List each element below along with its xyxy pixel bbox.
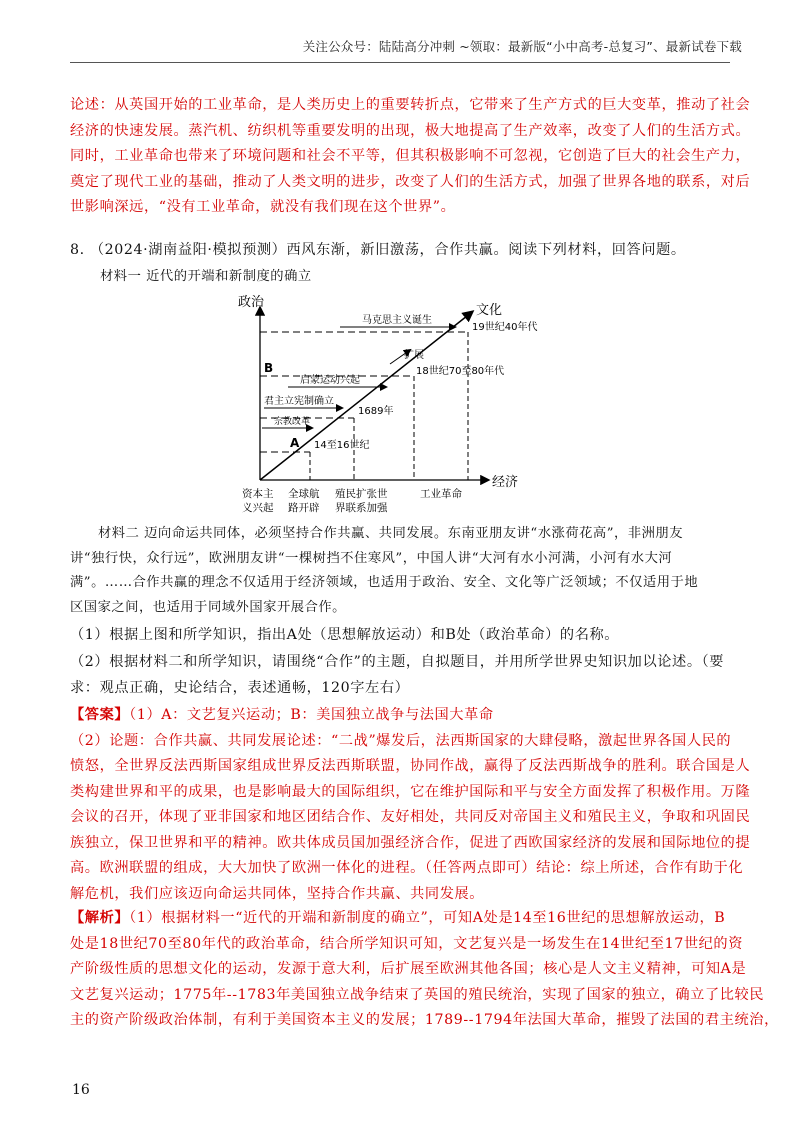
answer-line: 高。欧洲联盟的组成，大大加快了欧洲一体化的进程。（任答两点即可）结论：综上所述，合作有助于化 bbox=[70, 860, 744, 876]
analysis-line: 文艺复兴运动；1775年--1783年美国独立战争结束了英国的殖民统治，实现了国家的独立，确立了比较民 bbox=[70, 986, 765, 1003]
material2-line: 满”。……合作共赢的理念不仅适用于经济领域，也适用于政治、安全、文化等广泛领域；不仅适用于地 bbox=[70, 575, 699, 590]
step-constitutional-monarchy: 君主立宪制确立 bbox=[264, 396, 334, 407]
question-1: （1）根据上图和所学知识，指出A处（思想解放运动）和B处（政治革命）的名称。 bbox=[70, 627, 620, 643]
summary-line: 论述：从英国开始的工业革命，是人类历史上的重要转折点，它带来了生产方式的巨大变革，推动了社会 bbox=[70, 97, 751, 113]
x-item-colonial-2: 界联系加强 bbox=[335, 502, 388, 514]
x-item-routes-2: 路开辟 bbox=[288, 502, 320, 514]
page-number: 16 bbox=[72, 1082, 90, 1098]
step-marxism: 马克思主义诞生 bbox=[362, 315, 432, 326]
question-2-line: （2）根据材料二和所学知识，请围绕“合作”的主题，自拟题目，并用所学世界史知识加以论述。（要 bbox=[70, 654, 725, 670]
x-item-colonial: 殖民扩张世 bbox=[335, 488, 388, 500]
x-item-industrial: 工业革命 bbox=[420, 488, 462, 500]
answer-line: 类构建世界和平的成果，也是影响最大的国际组织，它在维护国际和平与安全方面发挥了积极作用。万隆 bbox=[70, 783, 751, 800]
question-2 bbox=[70, 650, 730, 701]
label-a: A bbox=[290, 436, 300, 450]
answer-line: 会议的召开，体现了亚非国家和地区团结合作、友好相处，共同反对帝国主义和殖民主义，争取和巩固民 bbox=[70, 809, 751, 825]
answer-line: 解危机，我们应该迈向命运共同体，坚持合作共赢、共同发展。 bbox=[70, 885, 485, 902]
time-19c-40s: 19世纪40年代 bbox=[472, 322, 538, 333]
question-2-line: 求：观点正确，史论结合，表述通畅，120字左右） bbox=[70, 679, 410, 696]
question-intro: 8. （2024·湖南益阳·模拟预测）西风东渐，新旧激荡，合作共赢。阅读下列材料，回答问题。 bbox=[70, 242, 686, 258]
history-diagram bbox=[230, 290, 560, 525]
analysis-line: 处是18世纪70至80年代的政治革命，结合所学知识可知，文艺复兴是一场发生在14世纪至17世纪的资 bbox=[70, 935, 743, 952]
x-item-routes: 全球航 bbox=[288, 488, 320, 500]
summary-line: 同时，工业革命也带来了环境问题和社会不平等，但其积极影响不可忽视，它创造了巨大的社会生产力， bbox=[70, 148, 751, 164]
time-14-16c: 14至16世纪 bbox=[314, 440, 370, 451]
analysis-tag: 【解析】 bbox=[70, 910, 130, 926]
answer-line: 族独立，保卫世界和平的精神。欧共体成员国加强经济合作，促进了西欧国家经济的发展和国际地位的提 bbox=[70, 834, 751, 851]
material2-line: 讲“独行快，众行远”，欧洲朋友讲“一棵树挡不住寒风”，中国人讲“大河有水小河满，小河有水大河 bbox=[70, 550, 673, 566]
summary-line: 奠定了现代工业的基础，推动了人类文明的进步，改变了人们的生活方式，加强了世界各地的联系，对后 bbox=[70, 173, 751, 190]
x-item-capitalism-2: 义兴起 bbox=[242, 502, 274, 514]
analysis-line: 主的资产阶级政治体制，有利于美国资本主义的发展；1789--1794年法国大革命，摧毁了法国的君主统治， bbox=[70, 1012, 779, 1028]
analysis-section bbox=[70, 906, 779, 1034]
page-header: 关注公众号：陆陆高分冲刺 ~领取：最新版“小中高考-总复习”、最新试卷下载 bbox=[302, 39, 742, 54]
material2-line: 材料二 迈向命运共同体，必须坚持合作共赢、共同发展。东南亚朋友讲“水涨荷花高”，非洲朋友 bbox=[98, 526, 683, 541]
step-reformation: 宗教改革 bbox=[274, 417, 311, 427]
time-1689: 1689年 bbox=[358, 406, 394, 417]
answer-section bbox=[70, 703, 751, 907]
diagonal-label: 文化 bbox=[476, 303, 503, 318]
summary-line: 世影响深远，“没有工业革命，就没有我们现在这个世界”。 bbox=[70, 199, 456, 215]
material1-title: 材料一 近代的开端和新制度的确立 bbox=[100, 269, 312, 284]
header-divider bbox=[70, 62, 730, 63]
step-enlightenment: 启蒙运动兴起 bbox=[300, 375, 360, 386]
answer-first: （1）A：文艺复兴运动；B：美国独立战争与法国大革命 bbox=[129, 707, 494, 723]
answer-line: 愤怒，全世界反法西斯国家组成世界反法西斯联盟，协同作战，赢得了反法西斯战争的胜利。联合国是人 bbox=[70, 758, 751, 774]
summary-paragraph bbox=[70, 93, 751, 221]
summary-line: 经济的快速发展。蒸汽机、纺织机等重要发明的出现，极大地提高了生产效率，改变了人们的生活方式。 bbox=[70, 122, 751, 139]
material2-line: 区国家之间，也适用于同域外国家开展合作。 bbox=[70, 599, 346, 615]
label-b: B bbox=[264, 361, 274, 375]
answer-line: （2）论题：合作共赢、共同发展论述：“二战”爆发后，法西斯国家的大肆侵略，激起世界各国人民的 bbox=[70, 732, 732, 749]
x-axis-label: 经济 bbox=[492, 475, 519, 490]
time-18c-70-80s: 18世纪70至80年代 bbox=[416, 366, 505, 377]
step-expansion: 扩展 bbox=[404, 350, 424, 361]
y-axis-label: 政治 bbox=[238, 295, 265, 310]
analysis-line: 产阶级性质的思想文化的运动，发源于意大利，后扩展至欧洲其他各国；核心是人文主义精神，可知A是 bbox=[70, 961, 747, 977]
analysis-first: （1）根据材料一“近代的开端和新制度的确立”，可知A处是14至16世纪的思想解放运动，B bbox=[129, 910, 726, 926]
answer-tag: 【答案】 bbox=[70, 707, 130, 723]
material2-paragraph bbox=[70, 522, 730, 620]
x-item-capitalism: 资本主 bbox=[242, 488, 274, 500]
